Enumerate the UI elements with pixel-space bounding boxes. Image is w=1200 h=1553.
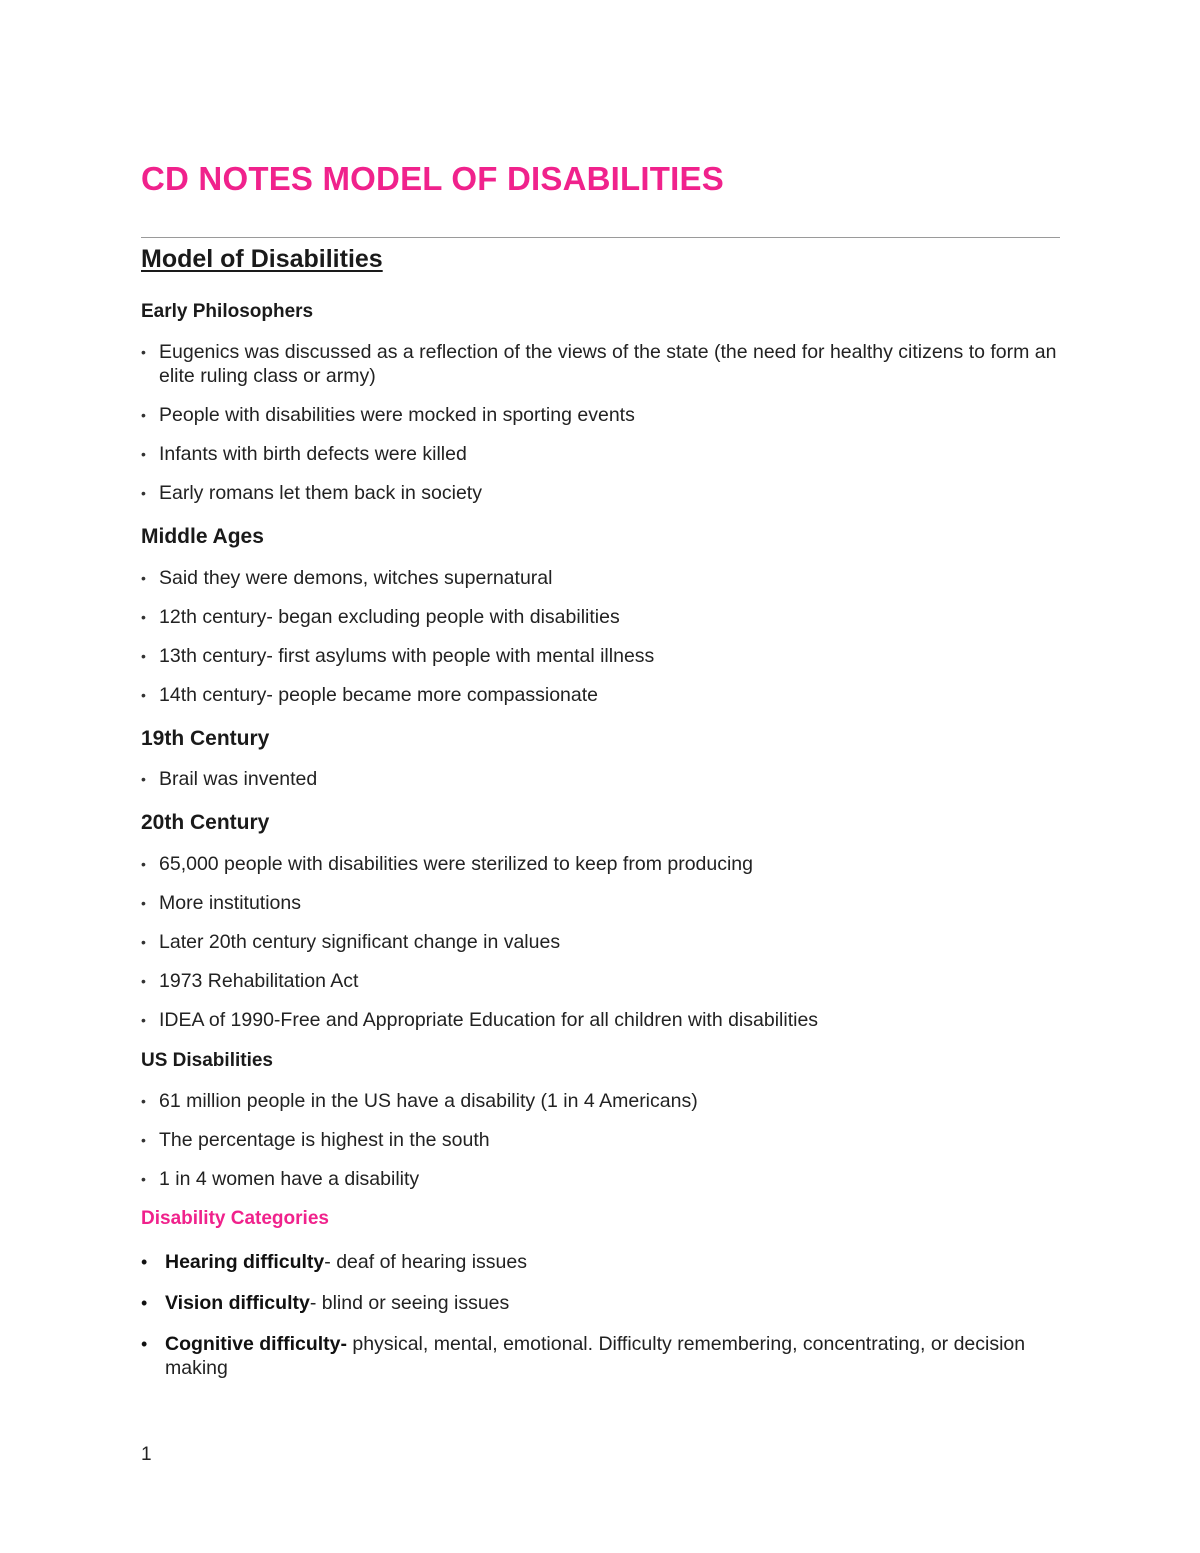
bullet-icon: •: [141, 1093, 146, 1109]
bullet-icon: •: [141, 1252, 148, 1272]
list-us-disabilities: [141, 1089, 1061, 1206]
bullet-icon: •: [141, 1334, 148, 1354]
page-number: 1: [141, 1444, 152, 1465]
bullet-icon: •: [141, 1171, 146, 1187]
list-item: • People with disabilities were mocked in sporting events: [141, 404, 635, 426]
list-item: [141, 1291, 1061, 1315]
list-item: • 65,000 people with disabilities were sterilized to keep from producing: [141, 853, 753, 875]
bullet-icon: •: [141, 973, 146, 989]
document-title: CD NOTES MODEL OF DISABILITIES: [141, 160, 724, 197]
list-item: • Later 20th century significant change in values: [141, 931, 561, 953]
list-disability-categories: [141, 1250, 1061, 1397]
section-heading: Model of Disabilities: [141, 245, 383, 273]
list-item: • IDEA of 1990-Free and Appropriate Education for all children with disabilities: [141, 1009, 819, 1031]
heading-early-philosophers: Early Philosophers: [141, 301, 314, 322]
list-item: • 13th century- first asylums with people with mental illness: [141, 645, 655, 667]
list-item: • Eugenics was discussed as a reflection of the views of the state (the need for healthy citizens to form an elite ruling class or army): [141, 341, 1057, 387]
heading-middle-ages: Middle Ages: [141, 525, 264, 548]
bullet-icon: •: [141, 895, 146, 911]
bullet-icon: •: [141, 771, 146, 787]
bullet-icon: •: [141, 687, 146, 703]
bullet-icon: •: [141, 1132, 146, 1148]
list-item: [141, 1250, 1061, 1274]
bullet-icon: •: [141, 1012, 146, 1028]
list-item: • Early romans let them back in society: [141, 482, 482, 504]
list-item: • 61 million people in the US have a disability (1 in 4 Americans): [141, 1090, 698, 1112]
list-item: • More institutions: [141, 892, 301, 914]
category-desc: - deaf of hearing issues: [324, 1251, 527, 1273]
list-item: • 1 in 4 women have a disability: [141, 1168, 420, 1190]
bullet-icon: •: [141, 648, 146, 664]
bullet-icon: •: [141, 856, 146, 872]
list-item: • Infants with birth defects were killed: [141, 443, 467, 465]
list-early-philosophers: [141, 340, 1061, 520]
heading-19th-century: 19th Century: [141, 727, 270, 750]
list-item: • The percentage is highest in the south: [141, 1129, 490, 1151]
list-middle-ages: [141, 566, 1061, 722]
bullet-icon: •: [141, 485, 146, 501]
bullet-icon: •: [141, 934, 146, 950]
category-term: Vision difficulty: [165, 1292, 310, 1314]
bullet-icon: •: [141, 609, 146, 625]
bullet-icon: •: [141, 407, 146, 423]
category-term: Hearing difficulty: [165, 1251, 325, 1273]
list-item: [141, 1332, 1061, 1380]
heading-disability-categories: Disability Categories: [141, 1208, 329, 1229]
list-item: • Said they were demons, witches supernatural: [141, 567, 553, 589]
bullet-icon: •: [141, 1293, 148, 1313]
list-item: • 14th century- people became more compassionate: [141, 684, 598, 706]
list-20th-century: [141, 852, 1061, 1047]
heading-us-disabilities: US Disabilities: [141, 1050, 273, 1071]
heading-20th-century: 20th Century: [141, 811, 270, 834]
bullet-icon: •: [141, 570, 146, 586]
list-item: • 12th century- began excluding people with disabilities: [141, 606, 620, 628]
category-desc: physical, mental, emotional. Difficulty remembering, concentrating, or decision making: [165, 1333, 1026, 1379]
category-term: Cognitive difficulty-: [165, 1333, 347, 1355]
category-desc: - blind or seeing issues: [309, 1292, 510, 1314]
list-item: • 1973 Rehabilitation Act: [141, 970, 359, 992]
bullet-icon: •: [141, 446, 146, 462]
title-divider: [141, 237, 1060, 238]
bullet-icon: •: [141, 344, 146, 360]
list-19th-century: [141, 767, 1061, 806]
list-item: • Brail was invented: [141, 768, 318, 790]
